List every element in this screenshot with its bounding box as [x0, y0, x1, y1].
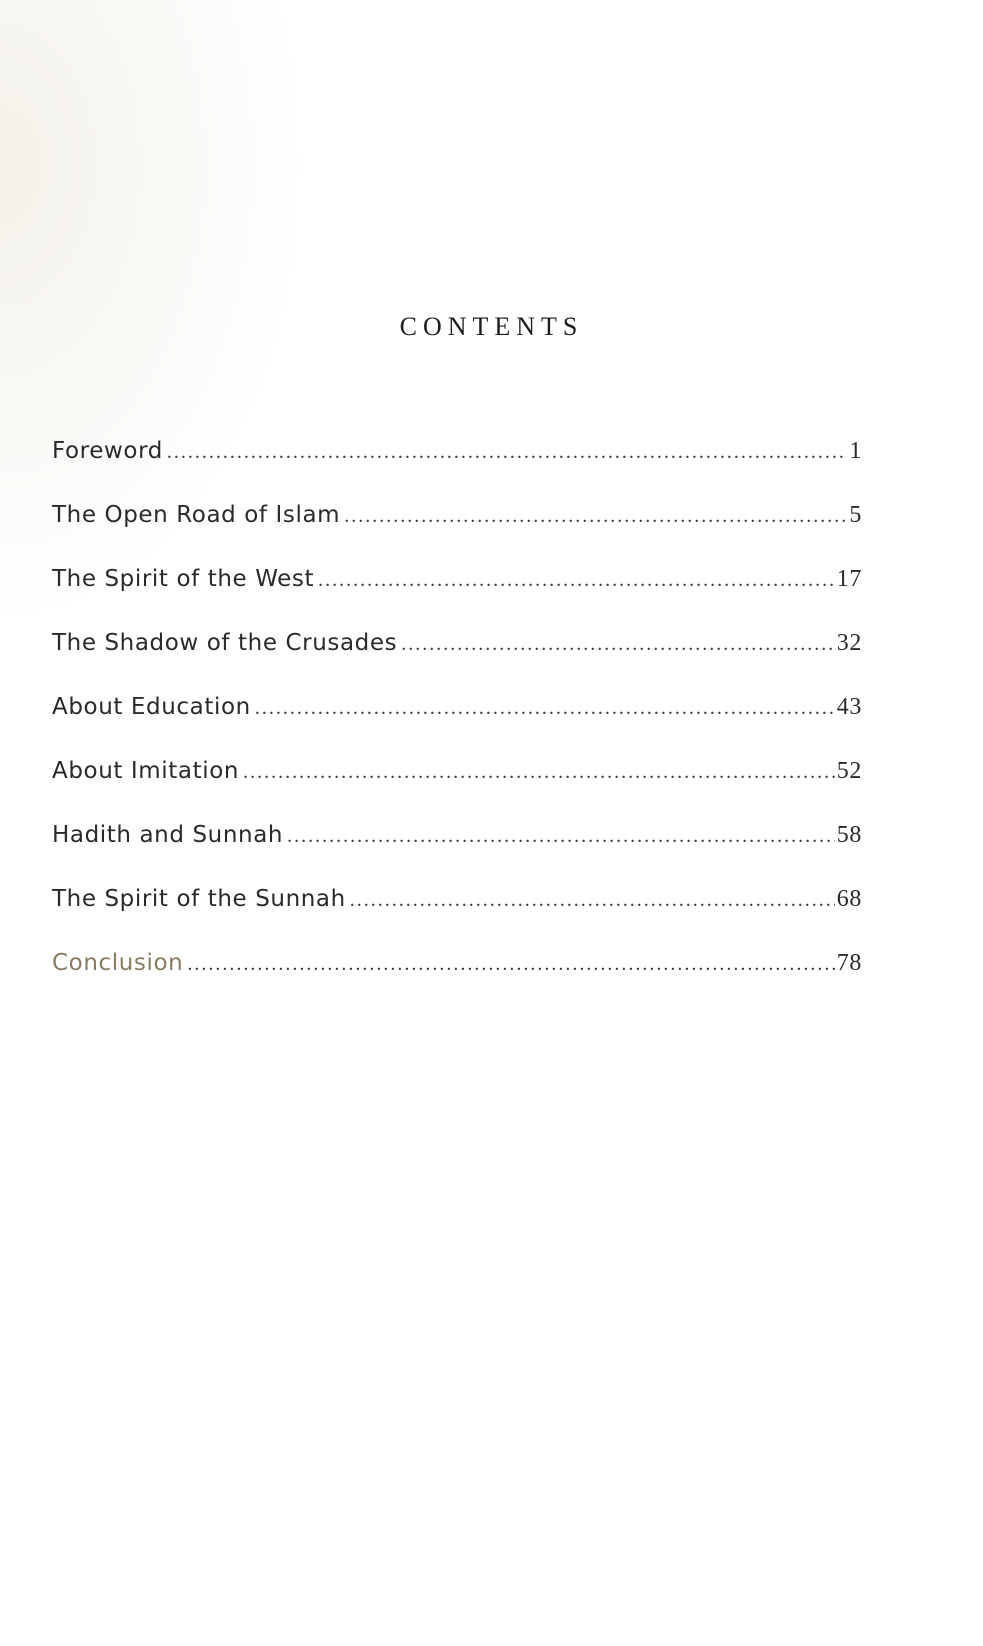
toc-entry-title: About Imitation [52, 758, 240, 784]
toc-entry-spirit-of-the-west [52, 566, 862, 630]
toc-entry-page: 78 [836, 950, 862, 976]
dot-leader [187, 953, 834, 976]
toc-entry-shadow-of-the-crusades [52, 630, 862, 694]
table-of-contents [52, 438, 862, 1014]
toc-entry-title: The Spirit of the West [52, 566, 315, 592]
dot-leader [401, 633, 835, 656]
toc-entry-page: 43 [836, 694, 862, 720]
toc-entry-title: Conclusion [52, 950, 184, 976]
toc-entry-open-road-of-islam [52, 502, 862, 566]
dot-leader [287, 825, 835, 848]
toc-entry-page: 1 [849, 438, 862, 464]
toc-entry-page: 52 [836, 758, 862, 784]
toc-entry-title: Hadith and Sunnah [52, 822, 284, 848]
dot-leader [167, 441, 847, 464]
toc-entry-page: 68 [836, 886, 862, 912]
toc-entry-foreword [52, 438, 862, 502]
toc-entry-title: The Open Road of Islam [52, 502, 341, 528]
toc-entry-page: 17 [836, 566, 862, 592]
toc-entry-page: 5 [849, 502, 862, 528]
toc-entry-hadith-and-sunnah [52, 822, 862, 886]
dot-leader [350, 889, 835, 912]
dot-leader [344, 505, 847, 528]
toc-entry-about-education [52, 694, 862, 758]
toc-entry-page: 58 [836, 822, 862, 848]
toc-entry-page: 32 [836, 630, 862, 656]
dot-leader [318, 569, 835, 592]
toc-entry-title: The Shadow of the Crusades [52, 630, 398, 656]
contents-heading: CONTENTS [399, 312, 584, 341]
toc-entry-title: The Spirit of the Sunnah [52, 886, 346, 912]
toc-entry-about-imitation [52, 758, 862, 822]
toc-entry-title: Foreword [52, 438, 163, 464]
dot-leader [243, 761, 835, 784]
dot-leader [255, 697, 835, 720]
toc-entry-title: About Education [52, 694, 251, 720]
toc-entry-spirit-of-the-sunnah [52, 886, 862, 950]
toc-entry-conclusion [52, 950, 862, 1014]
